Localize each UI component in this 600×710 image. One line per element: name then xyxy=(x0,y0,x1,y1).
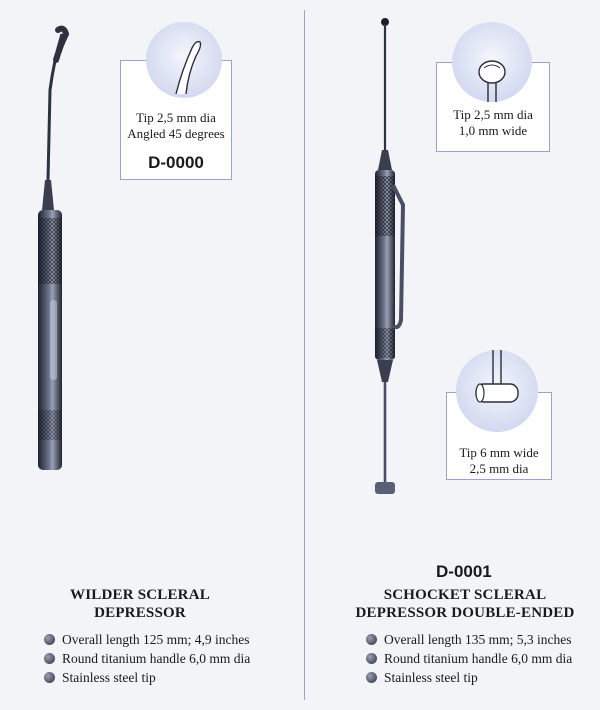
schocket-bottom-tip-line-1: Tip 6 mm wide xyxy=(459,445,539,460)
wilder-depressor-image xyxy=(20,20,110,480)
schocket-code: D-0001 xyxy=(436,562,492,581)
bullet-icon xyxy=(366,653,377,664)
schocket-spec-list xyxy=(366,630,596,687)
spec-item xyxy=(44,668,294,687)
schocket-depressor-image xyxy=(355,10,415,500)
schocket-title xyxy=(350,586,580,622)
spec-item xyxy=(366,630,596,649)
bullet-icon xyxy=(44,634,55,645)
spec-text: Stainless steel tip xyxy=(384,670,478,685)
wilder-tip-detail-icon xyxy=(146,22,222,98)
wilder-card-code: D-0000 xyxy=(148,153,204,172)
wilder-title-line-2: DEPRESSOR xyxy=(94,605,186,621)
bullet-icon xyxy=(44,653,55,664)
bullet-icon xyxy=(44,672,55,683)
schocket-top-tip-line-1: Tip 2,5 mm dia xyxy=(453,107,533,122)
spec-item xyxy=(44,630,294,649)
schocket-title-line-1: SCHOCKET SCLERAL xyxy=(383,587,547,603)
spec-text: Round titanium handle 6,0 mm dia xyxy=(62,651,251,666)
ball-tip-detail-icon xyxy=(452,22,532,102)
t-tip-detail-icon xyxy=(456,350,538,432)
spec-item xyxy=(366,668,596,687)
bullet-icon xyxy=(366,634,377,645)
spec-item xyxy=(44,649,294,668)
schocket-title-line-2: DEPRESSOR DOUBLE-ENDED xyxy=(355,605,575,621)
wilder-tip-line-1: Tip 2,5 mm dia xyxy=(136,110,216,125)
spec-text: Round titanium handle 6,0 mm dia xyxy=(384,651,573,666)
schocket-bottom-tip-magnifier xyxy=(456,350,538,432)
spec-text: Stainless steel tip xyxy=(62,670,156,685)
schocket-bottom-tip-line-2: 2,5 mm dia xyxy=(469,461,529,476)
schocket-top-tip-magnifier xyxy=(452,22,532,102)
wilder-tip-line-2: Angled 45 degrees xyxy=(127,126,225,141)
column-divider xyxy=(304,10,305,700)
schocket-top-tip-line-2: 1,0 mm wide xyxy=(458,123,528,138)
wilder-spec-list xyxy=(44,630,294,687)
spec-item xyxy=(366,649,596,668)
wilder-title xyxy=(40,586,240,622)
wilder-tip-magnifier xyxy=(146,22,222,98)
spec-text: Overall length 135 mm; 5,3 inches xyxy=(384,632,572,647)
wilder-title-line-1: WILDER SCLERAL xyxy=(70,587,210,603)
bullet-icon xyxy=(366,672,377,683)
spec-text: Overall length 125 mm; 4,9 inches xyxy=(62,632,250,647)
